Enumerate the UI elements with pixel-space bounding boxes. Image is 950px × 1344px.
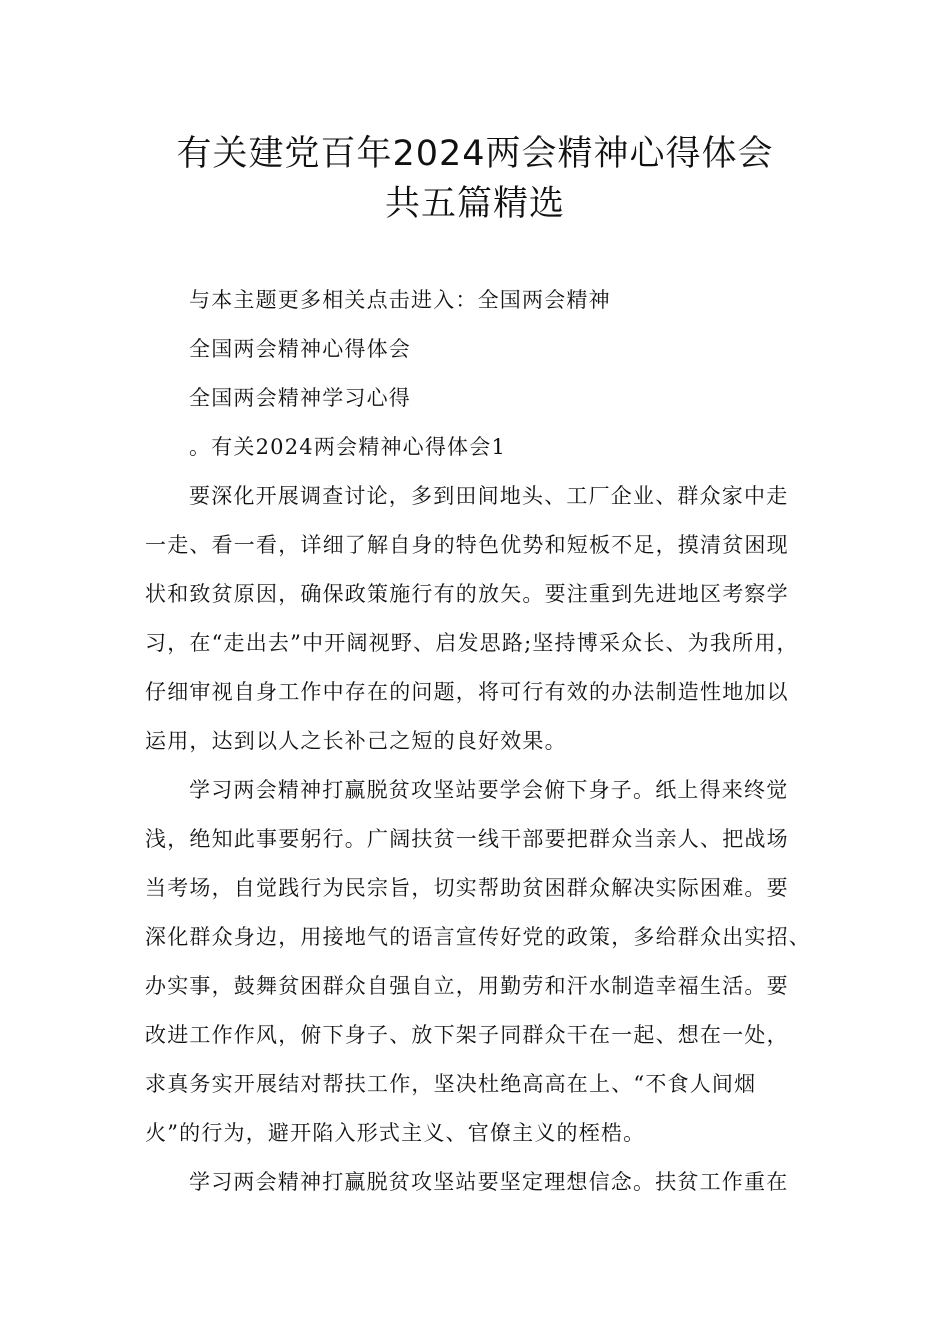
paragraph-line: 一走、看一看，详细了解自身的特色优势和短板不足，摸清贫困现 [145, 533, 789, 557]
related-link-experience[interactable]: 全国两会精神心得体会 [189, 337, 411, 361]
document-title-line-1: 有关建党百年2024两会精神心得体会 [176, 134, 774, 174]
paragraph-1 [145, 472, 835, 766]
document-title-line-2: 共五篇精选 [384, 184, 565, 224]
paragraph-3 [145, 1158, 835, 1207]
section-heading: 。有关2024两会精神心得体会1 [189, 435, 507, 459]
document-body [145, 276, 835, 1207]
paragraph-line: 求真务实开展结对帮扶工作，坚决杜绝高高在上、“不食人间烟 [145, 1072, 757, 1096]
paragraph-line: 状和致贫原因，确保政策施行有的放矢。要注重到先进地区考察学 [145, 582, 789, 606]
paragraph-line: 学习两会精神打赢脱贫攻坚站要学会俯下身子。纸上得来终觉 [189, 778, 789, 802]
paragraph-2 [145, 766, 835, 1158]
paragraph-line: 学习两会精神打赢脱贫攻坚站要坚定理想信念。扶贫工作重在 [189, 1170, 789, 1194]
paragraph-line: 改进工作作风，俯下身子、放下架子同群众干在一起、想在一处， [145, 1023, 789, 1047]
paragraph-line: 办实事，鼓舞贫困群众自强自立，用勤劳和汗水制造幸福生活。要 [145, 974, 789, 998]
paragraph-line: 要深化开展调查讨论，多到田间地头、工厂企业、群众家中走 [189, 484, 789, 508]
paragraph-line: 浅，绝知此事要躬行。广阔扶贫一线干部要把群众当亲人、把战场 [145, 827, 789, 851]
paragraph-line: 仔细审视自身工作中存在的问题，将可行有效的办法制造性地加以 [145, 680, 789, 704]
paragraph-line: 深化群众身边，用接地气的语言宣传好党的政策，多给群众出实招、 [145, 925, 811, 949]
paragraph-line: 运用，达到以人之长补己之短的良好效果。 [145, 729, 567, 753]
paragraph-line: 当考场，自觉践行为民宗旨，切实帮助贫困群众解决实际困难。要 [145, 876, 789, 900]
paragraph-line: 习，在“走出去”中开阔视野、启发思路;坚持博采众长、为我所用， [145, 631, 799, 655]
related-topic-link[interactable]: 与本主题更多相关点击进入：全国两会精神 [189, 288, 611, 312]
related-link-study[interactable]: 全国两会精神学习心得 [189, 386, 411, 410]
paragraph-line: 火”的行为，避开陷入形式主义、官僚主义的桎梏。 [145, 1121, 646, 1145]
